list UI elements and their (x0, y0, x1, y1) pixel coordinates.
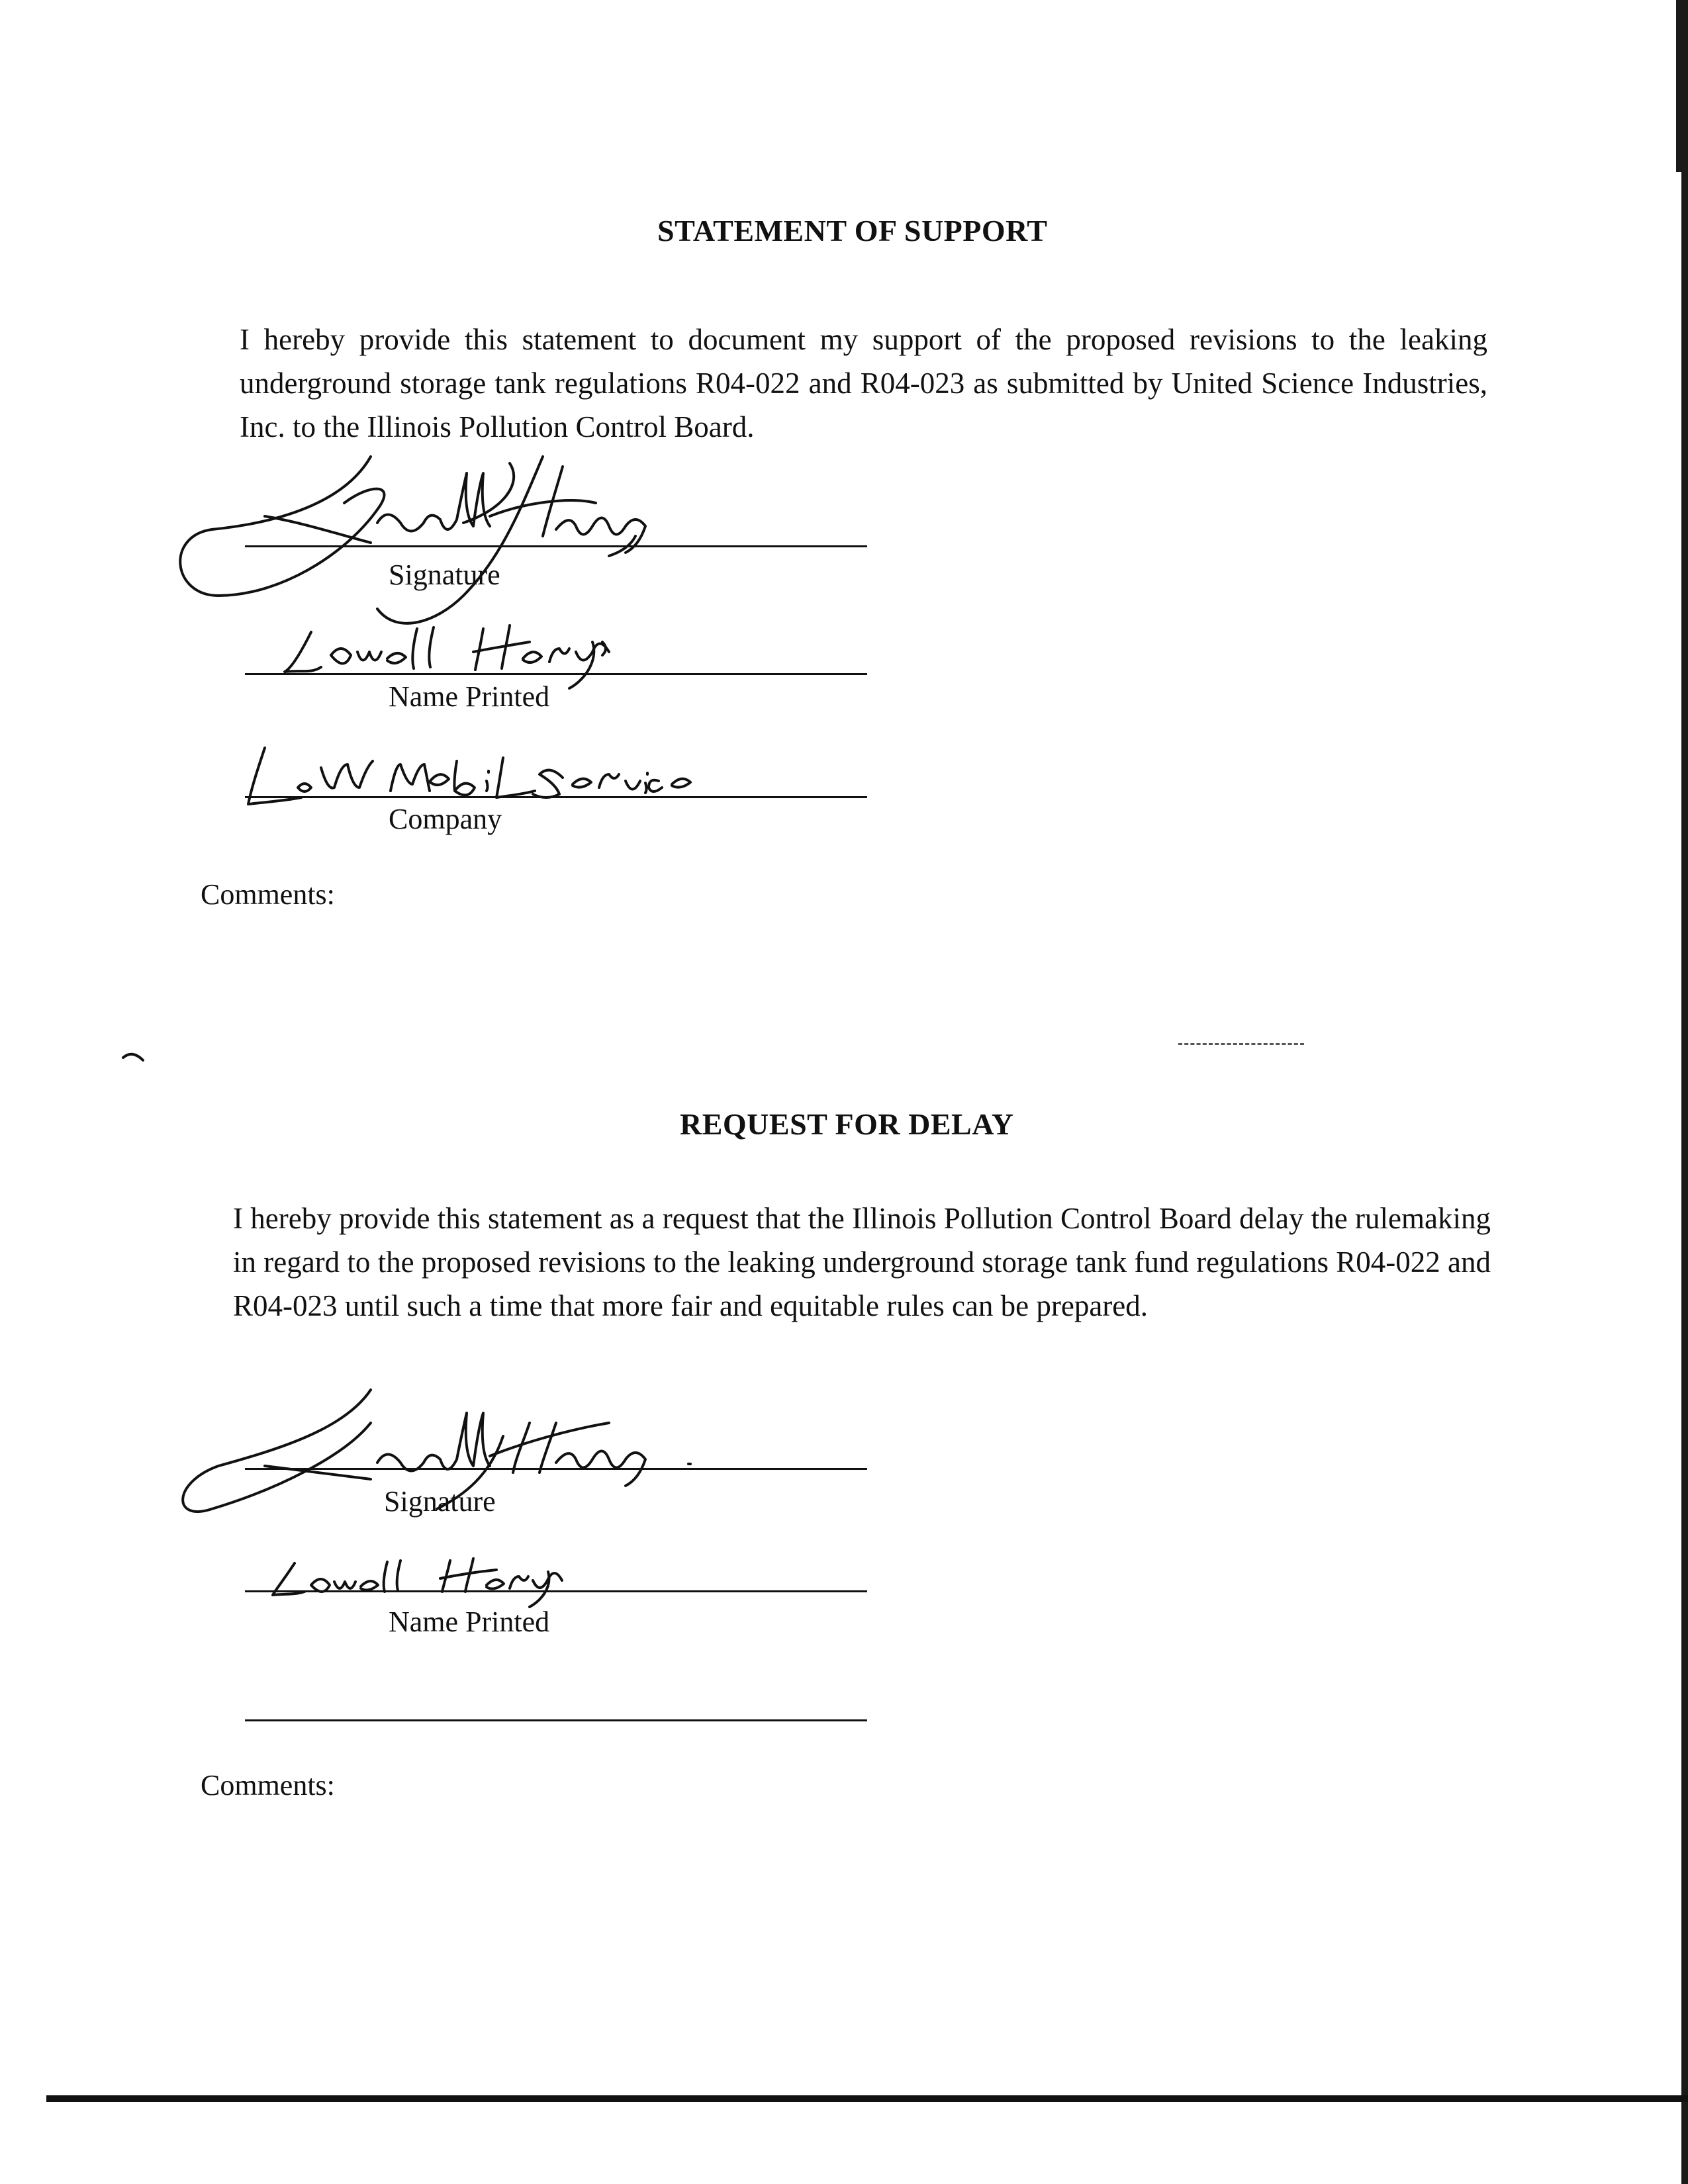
scan-edge-right (1681, 0, 1688, 2184)
support-company-line (245, 796, 867, 798)
support-signature-drawing (180, 457, 645, 623)
delay-heading: REQUEST FOR DELAY (680, 1107, 1014, 1141)
stray-dash-mark (1178, 1043, 1304, 1045)
delay-comments-label: Comments: (201, 1769, 335, 1801)
delay-company-line (245, 1719, 867, 1721)
support-name-label: Name Printed (389, 680, 550, 713)
delay-name-label: Name Printed (389, 1606, 550, 1638)
scan-edge-right-top (1676, 0, 1681, 172)
support-signature-line (245, 545, 867, 547)
delay-signature-label: Signature (384, 1485, 496, 1518)
delay-signature-line (245, 1468, 867, 1470)
support-comments-label: Comments: (201, 878, 335, 911)
support-signature-label: Signature (389, 559, 500, 591)
support-name-line (245, 673, 867, 675)
delay-name-printed-drawing (273, 1559, 562, 1607)
support-heading: STATEMENT OF SUPPORT (657, 214, 1048, 248)
support-name-printed-drawing (285, 625, 609, 688)
support-company-label: Company (389, 803, 502, 835)
scan-bottom-bar (46, 2095, 1688, 2102)
delay-name-line (245, 1590, 867, 1592)
support-statement: I hereby provide this statement to document my support of the proposed revisions to the leaking underground storage tank regulations R04-022 and R04-023 as submitted by United Science Industries, Inc. to the Illinois Pollution Control Board. (240, 323, 1487, 443)
stray-pen-mark (123, 1054, 143, 1060)
delay-statement: I hereby provide this statement as a request that the Illinois Pollution Control Board delay the rulemaking in regard to the proposed revisions to the leaking underground storage tank fund regulations R04-022 and R04-023 until such a time that more fair and equitable rules can be prepared. (233, 1202, 1491, 1322)
